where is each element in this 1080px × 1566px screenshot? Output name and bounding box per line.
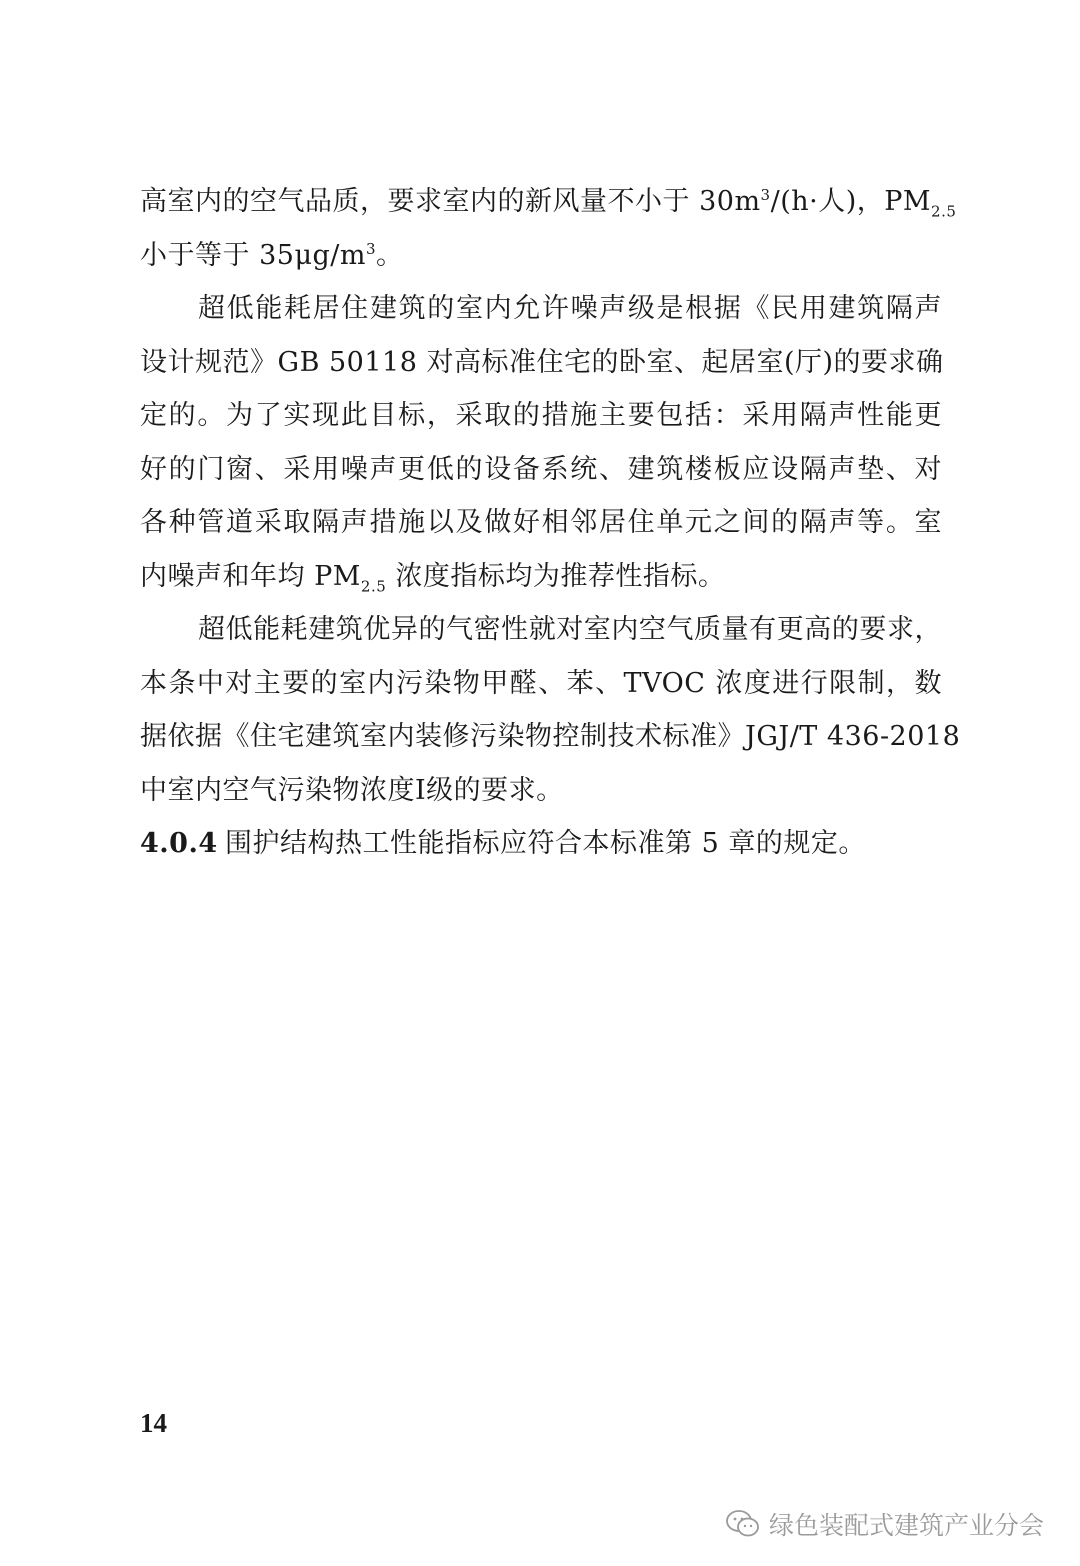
text-segment: 设计规范》GB 50118 对高标准住宅的卧室、起居室(厅)的要求确	[140, 346, 944, 378]
subscript: 2.5	[931, 202, 957, 221]
text-segment: 各种管道采取隔声措施以及做好相邻居住单元之间的隔声等。室	[140, 507, 942, 538]
text-line	[140, 662, 942, 716]
text-segment: 定的。为了实现此目标，采取的措施主要包括：采用隔声性能更	[140, 400, 942, 431]
clause-4-0-4	[140, 822, 942, 876]
text-segment: 好的门窗、采用噪声更低的设备系统、建筑楼板应设隔声垫、对	[140, 453, 942, 485]
page-number: 14	[140, 1408, 167, 1438]
watermark-text: 绿色装配式建筑产业分会	[768, 1511, 1044, 1540]
text-segment: 。	[376, 239, 404, 271]
superscript: 3	[760, 186, 771, 204]
text-line	[140, 448, 942, 502]
superscript: 3	[365, 239, 377, 258]
text-segment: 浓度指标均为推荐性指标。	[386, 560, 726, 592]
text-segment: 本条中对主要的室内污染物甲醛、苯、TVOC 浓度进行限制，数	[140, 667, 942, 699]
text-line	[140, 394, 942, 448]
text-line	[140, 715, 961, 769]
text-line	[140, 341, 942, 395]
text-segment: 超低能耗建筑优异的气密性就对室内空气质量有更高的要求，	[198, 614, 942, 645]
text-segment: /(h·人)，PM	[770, 186, 932, 217]
text-line	[140, 555, 942, 609]
text-line	[140, 287, 942, 341]
text-line	[140, 501, 942, 555]
text-segment: 小于等于 35μg/m	[140, 239, 366, 271]
wechat-icon	[725, 1509, 761, 1539]
text-segment: 超低能耗居住建筑的室内允许噪声级是根据《民用建筑隔声	[198, 293, 942, 324]
subscript: 2.5	[360, 576, 387, 595]
text-segment: 中室内空气污染物浓度Ⅰ级的要求。	[140, 774, 564, 806]
clause-number: 4.0.4	[140, 828, 218, 859]
text-line	[140, 180, 957, 234]
text-line	[140, 234, 942, 288]
watermark	[725, 1506, 1044, 1542]
paragraph-lines	[140, 180, 961, 822]
text-segment: 内噪声和年均 PM	[140, 560, 361, 592]
body-text	[140, 180, 961, 876]
text-line	[140, 769, 942, 823]
text-segment: 据依据《住宅建筑室内装修污染物控制技术标准》JGJ/T 436-2018	[140, 721, 961, 752]
clause-text: 围护结构热工性能指标应符合本标准第 5 章的规定。	[225, 828, 866, 859]
text-segment: 高室内的空气品质，要求室内的新风量不小于 30m	[140, 186, 761, 217]
text-line	[140, 608, 942, 662]
